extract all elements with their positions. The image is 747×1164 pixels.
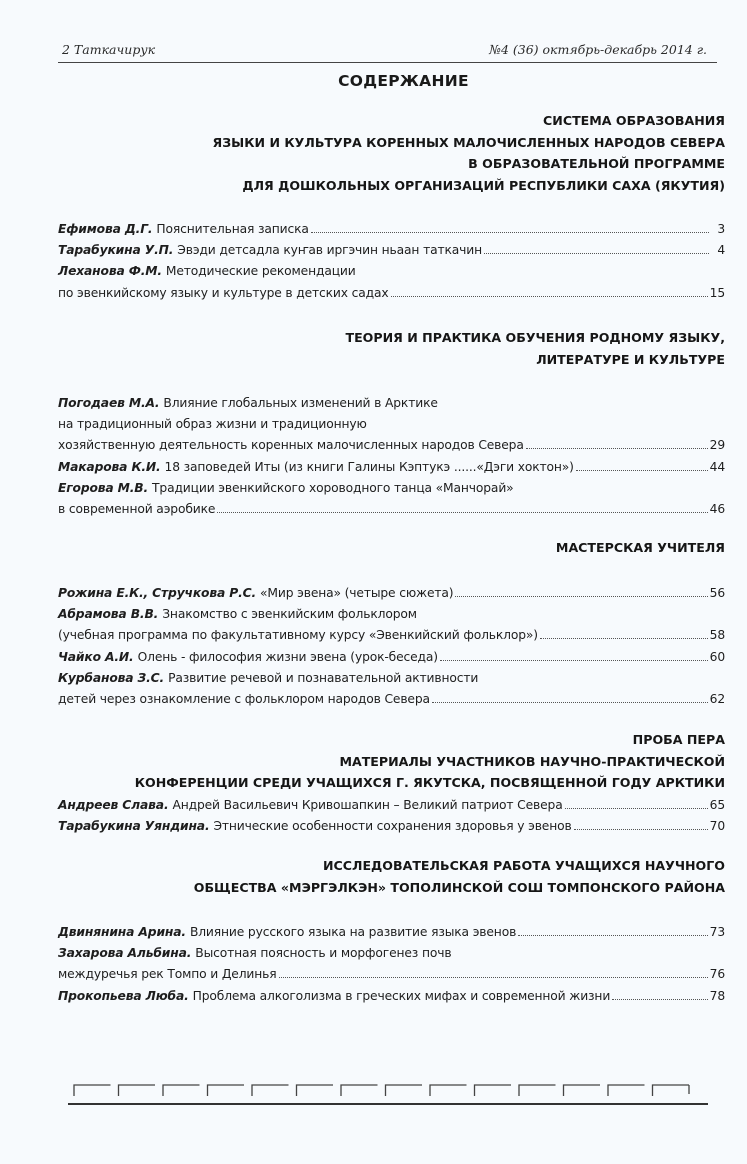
toc-entry[interactable] [58,393,725,414]
entry-page-number: 15 [709,285,725,300]
journal-page-label: 2 Таткачирук [62,42,156,57]
entry-title: Высотная поясность и морфогенез почв [195,946,452,961]
section-entries [58,922,725,1007]
entry-author: Чайко А.И. [58,649,134,664]
entry-title: Влияние глобальных изменений в Арктике [163,396,438,410]
ornament-step [252,1085,289,1096]
entry-title: Проблема алкоголизма в греческих мифах и современной жизни [192,988,611,1003]
toc-entry[interactable] [58,604,725,625]
entry-title: детей через ознакомление с фольклором народов Севера [58,692,430,707]
entry-page-number: 46 [709,502,725,517]
ornament-step [430,1085,467,1096]
entry-author: Ефимова Д.Г. [58,222,153,236]
entry-title: Эвэди детсадла куҥав иргэчин ньаан таткачин [177,243,482,258]
toc-entry[interactable] [58,668,725,689]
entry-title: междуречья рек Томпо и Делинья [58,967,277,982]
section-heading [194,855,725,898]
section-heading [345,327,725,370]
section-heading-line: ИССЛЕДОВАТЕЛЬСКАЯ РАБОТА УЧАЩИХСЯ НАУЧНОГО [322,858,725,873]
section-entries [58,583,725,710]
entry-page-number: 44 [709,459,725,474]
ornament-step [386,1085,423,1096]
footer-ornament [68,1074,708,1114]
dot-leader [612,999,707,1000]
entry-page-number: 56 [709,586,725,600]
section-heading-line: ЯЗЫКИ И КУЛЬТУРА КОРЕННЫХ МАЛОЧИСЛЕННЫХ НАРОДОВ СЕВЕРА [212,134,725,150]
section-entries [58,393,725,520]
section-heading [556,537,725,559]
ornament-step [74,1085,111,1096]
ornament-step [297,1085,334,1096]
ornament-step [608,1085,645,1096]
toc-entry[interactable] [58,943,725,964]
entry-title: Влияние русского языка на развитие языка эвенов [189,925,517,939]
entry-page-number: 29 [709,438,725,453]
entry-title: на традиционный образ жизни и традиционную [58,417,367,432]
entry-page-number: 3 [717,222,725,236]
section-heading-line: ДЛЯ ДОШКОЛЬНЫХ ОРГАНИЗАЦИЙ РЕСПУБЛИКИ САХА (ЯКУТИЯ) [242,177,725,193]
toc-entry[interactable] [58,816,725,837]
entry-author: Тарабукина У.П. [58,243,174,258]
section-heading-line: ТЕОРИЯ И ПРАКТИКА ОБУЧЕНИЯ РОДНОМУ ЯЗЫКУ, [345,330,725,345]
dot-leader [540,638,708,639]
section-heading-line: МАСТЕРСКАЯ УЧИТЕЛЯ [555,540,725,555]
entry-author: Рожина Е.К., Стручкова Р.С. [58,586,257,600]
entry-title: (учебная программа по факультативному курсу «Эвенкийский фольклор») [58,628,538,643]
toc-entry-continuation[interactable] [58,414,725,435]
dot-leader [565,808,708,809]
dot-leader [311,232,709,233]
section-entries [58,219,725,304]
entry-author: Андреев Слава. [58,798,169,812]
section-heading-line: ЛИТЕРАТУРЕ И КУЛЬТУРЕ [536,351,725,367]
entry-title: Олень - философия жизни эвена (урок-беседа) [137,649,438,664]
dot-leader [576,470,708,471]
running-header [58,40,717,63]
toc-entry-continuation[interactable] [58,499,725,520]
ornament-step [519,1085,556,1096]
dot-leader [484,253,709,254]
dot-leader [217,512,707,513]
ornament-step [475,1085,512,1096]
entry-page-number: 4 [717,243,725,258]
toc-entry-continuation[interactable] [58,283,725,304]
section-heading [213,110,725,196]
dot-leader [455,596,707,597]
toc-entry[interactable] [58,986,725,1007]
entry-page-number: 70 [709,819,725,834]
entry-title: Методические рекомендации [165,264,356,279]
entry-title: Этнические особенности сохранения здоровья у эвенов [213,819,572,834]
entry-page-number: 60 [709,649,725,664]
toc-entry-continuation[interactable] [58,964,725,985]
entry-author: Егорова М.В. [58,480,149,495]
entry-title: «Мир эвена» (четыре сюжета) [260,586,454,600]
issue-label: №4 (36) октябрь-декабрь 2014 г. [489,42,707,57]
dot-leader [279,977,708,978]
entry-author: Тарабукина Уяндина. [58,819,210,834]
toc-entry[interactable] [58,478,725,499]
entry-author: Абрамова В.В. [58,607,159,622]
dot-leader [518,935,707,936]
entry-page-number: 58 [709,628,725,643]
section-heading-line: ОБЩЕСТВА «МЭРГЭЛКЭН» ТОПОЛИНСКОЙ СОШ ТОМПОНСКОГО РАЙОНА [193,879,725,895]
section-heading-line: МАТЕРИАЛЫ УЧАСТНИКОВ НАУЧНО-ПРАКТИЧЕСКОЙ [339,753,725,769]
ornament-step [119,1085,156,1096]
toc-entry[interactable] [58,457,725,478]
entry-title: Пояснительная записка [156,222,309,236]
dot-leader [526,448,708,449]
entry-title: Андрей Васильевич Кривошапкин – Великий патриот Севера [172,798,563,812]
dot-leader [391,296,708,297]
entry-author: Двинянина Арина. [58,925,186,939]
toc-entry[interactable] [58,647,725,668]
toc-entry[interactable] [58,922,725,943]
entry-page-number: 62 [709,692,725,707]
entry-author: Захарова Альбина. [58,946,192,961]
toc-entry[interactable] [58,583,725,604]
section-heading-line: КОНФЕРЕНЦИИ СРЕДИ УЧАЩИХСЯ Г. ЯКУТСКА, ПОСВЯЩЕННОЙ ГОДУ АРКТИКИ [134,775,725,790]
toc-entry-continuation[interactable] [58,689,725,710]
toc-entry[interactable] [58,795,725,816]
entry-title: Знакомство с эвенкийским фольклором [162,607,417,622]
entry-page-number: 65 [709,798,725,812]
section-heading [135,729,725,794]
entry-author: Прокопьева Люба. [58,988,189,1003]
entry-title: по эвенкийскому языку и культуре в детских садах [58,285,389,300]
section-heading-line: СИСТЕМА ОБРАЗОВАНИЯ [543,113,725,128]
entry-title: Традиции эвенкийского хороводного танца «Манчорай» [152,480,514,495]
toc-entry[interactable] [58,261,725,282]
entry-author: Погодаев М.А. [58,396,160,410]
entry-author: Курбанова З.С. [58,670,165,685]
entry-author: Макарова К.И. [58,459,161,474]
dot-leader [440,660,708,661]
entry-title: 18 заповедей Иты (из книги Галины Кэптукэ ......«Дэги хоктон») [164,459,574,474]
ornament-step [653,1085,690,1096]
entry-title: хозяйственную деятельность коренных малочисленных народов Севера [58,438,524,453]
section-heading-line: ПРОБА ПЕРА [632,732,725,747]
entry-title: в современной аэробике [58,502,216,517]
dot-leader [432,702,708,703]
entry-page-number: 76 [709,967,725,982]
ornament-step [208,1085,245,1096]
entry-author: Леханова Ф.М. [58,264,162,279]
ornament-step [163,1085,200,1096]
toc-entry-continuation[interactable] [58,435,725,456]
ornament-step [564,1085,601,1096]
section-heading-line: В ОБРАЗОВАТЕЛЬНОЙ ПРОГРАММЕ [468,156,725,171]
toc-entry[interactable] [58,219,725,240]
entry-page-number: 78 [709,988,725,1003]
entry-title: Развитие речевой и познавательной активности [168,670,479,685]
section-entries [58,795,725,837]
dot-leader [574,829,708,830]
page-title: СОДЕРЖАНИЕ [338,72,469,90]
toc-entry[interactable] [58,240,725,261]
ornament-step [341,1085,378,1096]
toc-entry-continuation[interactable] [58,625,725,646]
entry-page-number: 73 [709,925,725,939]
